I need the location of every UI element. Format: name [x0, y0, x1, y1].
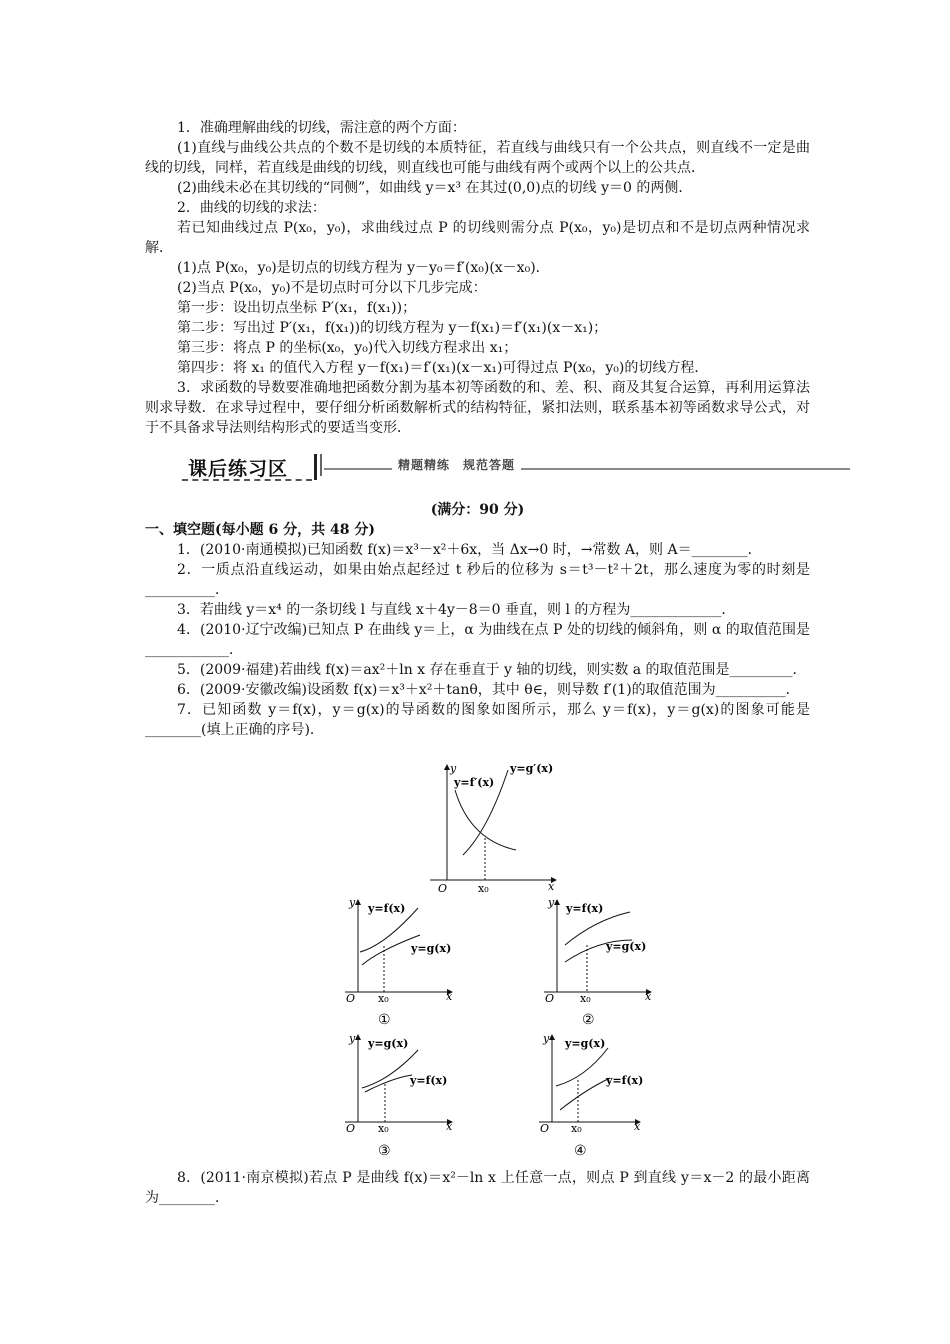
figure-3	[345, 1032, 453, 1159]
fig3-origin: O	[346, 1122, 356, 1135]
figure-2	[544, 896, 652, 1028]
question-2: 2．一质点沿直线运动，如果由始点起经过 t 秒后的位移为 s＝t³－t²＋2t，那么速度为零的时刻是__________．	[145, 562, 810, 598]
fig4-top-label: y=g(x)	[565, 1037, 606, 1050]
note-2-1: (1)点 P(x₀，y₀)是切点的切线方程为 y－y₀＝f′(x₀)(x－x₀)．	[177, 260, 550, 276]
banner-title: 课后练习区	[188, 458, 289, 480]
main-x-label: x	[548, 880, 555, 893]
score-line: (满分：90 分)	[430, 502, 525, 518]
note-step-1: 第一步：设出切点坐标 P′(x₁，f(x₁))；	[177, 300, 417, 316]
banner-bar	[314, 454, 317, 480]
figure-4	[539, 1032, 643, 1159]
question-8: 8．(2011·南京模拟)若点 P 是曲线 f(x)＝x²－ln x 上任意一点，则点 P 到直线 y＝x－2 的最小距离为________．	[145, 1170, 810, 1206]
note-step-2: 第二步：写出过 P′(x₁，f(x₁))的切线方程为 y－f(x₁)＝f′(x₁)(x－x₁)；	[177, 320, 608, 336]
fig1-top-label: y=f(x)	[368, 902, 406, 915]
fig3-x0: x₀	[378, 1122, 389, 1135]
fig2-x-label: x	[645, 990, 652, 1003]
note-1-b: (2)曲线未必在其切线的“同侧”，如曲线 y＝x³ 在其过(0,0)点的切线 y＝0 的两侧．	[177, 180, 693, 196]
fig2-f-curve	[565, 912, 630, 945]
fig2-number: ②	[582, 1012, 595, 1028]
fig1-number: ①	[378, 1012, 391, 1028]
main-g-label: y=g′(x)	[510, 762, 554, 775]
fig1-bottom-label: y=g(x)	[411, 942, 452, 955]
fig1-y-label: y	[349, 896, 356, 909]
fig4-y-label: y	[543, 1032, 550, 1045]
main-y-label: y	[450, 762, 457, 775]
note-2-title: 2．曲线的切线的求法：	[177, 200, 326, 216]
f-prime-curve	[455, 790, 516, 850]
fig1-g-curve	[362, 935, 420, 965]
derivative-graph	[430, 762, 556, 895]
figure-1	[345, 896, 453, 1028]
fig4-number: ④	[574, 1143, 587, 1159]
fig4-bottom-label: y=f(x)	[606, 1074, 644, 1087]
note-2-intro: 若已知曲线过点 P(x₀，y₀)，求曲线过点 P 的切线则需分点 P(x₀，y₀)是切点和不是切点两种情况求解．	[145, 220, 810, 256]
fig2-y-label: y	[548, 896, 555, 909]
fig2-g-curve	[565, 940, 632, 962]
question-3: 3．若曲线 y＝x⁴ 的一条切线 l 与直线 x＋4y－8＝0 垂直，则 l 的方程为_____________．	[177, 602, 736, 618]
note-step-4: 第四步：将 x₁ 的值代入方程 y－f(x₁)＝f′(x₁)(x－x₁)可得过点 P(x₀，y₀)的切线方程．	[177, 360, 709, 376]
question-6: 6．(2009·安徽改编)设函数 f(x)＝x³＋x²＋tanθ，其中 θ∈，则导数 f′(1)的取值范围为__________．	[177, 682, 800, 698]
fig2-origin: O	[545, 992, 555, 1005]
note-3: 3．求函数的导数要准确地把函数分割为基本初等函数的和、差、积、商及其复合运算，再利用运算法则求导数．在求导过程中，要仔细分析函数解析式的结构特征，紧扣法则，联系基本初等函数求导公式，对于不具备求导法则结构形式的要适当变形．	[145, 380, 810, 436]
fig3-g-curve	[362, 1050, 418, 1088]
fig4-x0: x₀	[571, 1122, 582, 1135]
banner-bar-thin	[320, 454, 322, 476]
fig3-y-label: y	[349, 1032, 356, 1045]
g-prime-curve	[463, 770, 508, 855]
notes-section	[145, 118, 810, 438]
banner-underline	[182, 479, 312, 481]
exercise-section	[145, 500, 810, 740]
note-step-3: 第三步：将点 P 的坐标(x₀，y₀)代入切线方程求出 x₁；	[177, 340, 518, 356]
fig1-x0: x₀	[378, 992, 389, 1005]
question-5: 5．(2009·福建)若曲线 f(x)＝ax²＋ln x 存在垂直于 y 轴的切线，则实数 a 的取值范围是_________．	[177, 662, 807, 678]
fig1-x-label: x	[446, 990, 453, 1003]
fig2-x0: x₀	[580, 992, 591, 1005]
note-1-title: 1．准确理解曲线的切线，需注意的两个方面：	[177, 120, 466, 136]
fig4-origin: O	[540, 1122, 550, 1135]
fig3-top-label: y=g(x)	[368, 1037, 409, 1050]
fig1-origin: O	[346, 992, 356, 1005]
section-heading: 一、填空题(每小题 6 分，共 48 分)	[145, 522, 375, 538]
fig3-f-curve	[365, 1075, 412, 1092]
fig3-number: ③	[378, 1143, 391, 1159]
note-2-2: (2)当点 P(x₀，y₀)不是切点时可分以下几步完成：	[177, 280, 487, 296]
exercise-section-2	[145, 1168, 810, 1208]
main-origin: O	[438, 882, 448, 895]
fig4-f-curve	[560, 1078, 610, 1110]
banner-subtitle: 精题精练 规范答题	[392, 456, 521, 473]
fig1-f-curve	[360, 908, 418, 952]
section-banner	[182, 452, 850, 486]
main-x0-label: x₀	[478, 882, 489, 895]
fig2-top-label: y=f(x)	[566, 902, 604, 915]
fig2-bottom-label: y=g(x)	[606, 940, 647, 953]
question-7: 7．已知函数 y＝f(x)，y＝g(x)的导函数的图象如图所示，那么 y＝f(x)，y＝g(x)的图象可能是________(填上正确的序号)．	[145, 702, 810, 738]
fig3-bottom-label: y=f(x)	[410, 1074, 448, 1087]
question-4: 4．(2010·辽宁改编)已知点 P 在曲线 y＝上，α 为曲线在点 P 处的切线的倾斜角，则 α 的取值范围是____________．	[145, 622, 810, 658]
fig3-x-label: x	[446, 1120, 453, 1133]
fig4-x-label: x	[634, 1120, 641, 1133]
fig4-g-curve	[556, 1048, 608, 1086]
question-1: 1．(2010·南通模拟)已知函数 f(x)＝x³－x²＋6x，当 Δx→0 时，→常数 A，则 A＝________．	[177, 542, 762, 558]
main-f-label: y=f′(x)	[454, 776, 495, 789]
note-1-a: (1)直线与曲线公共点的个数不是切线的本质特征，若直线与曲线只有一个公共点，则直线不一定是曲线的切线，同样，若直线是曲线的切线，则直线也可能与曲线有两个或两个以上的公共点．	[145, 140, 810, 176]
